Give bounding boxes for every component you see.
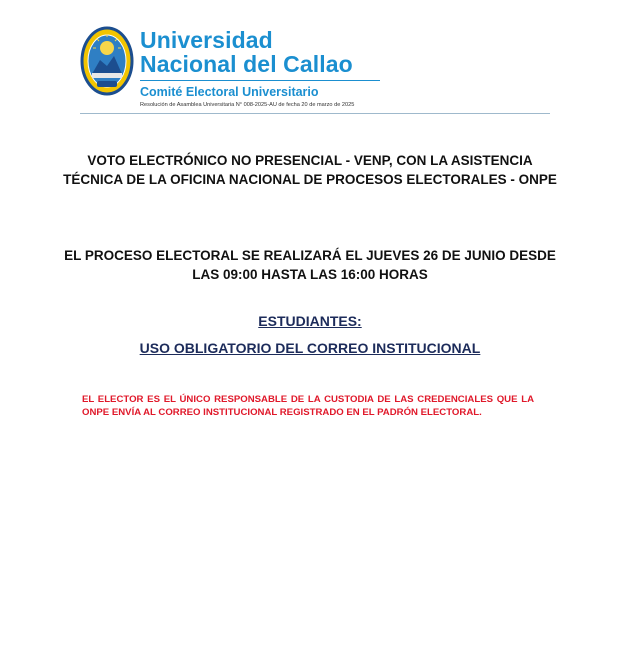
resolution-text: Resolución de Asamblea Universitaria N° 008-2025-AU de fecha 20 de marzo de 2025: [140, 102, 355, 108]
letterhead: [80, 26, 550, 116]
students-heading: ESTUDIANTES:: [258, 313, 362, 329]
university-name-line1: Universidad: [140, 27, 273, 53]
institutional-email-notice: USO OBLIGATORIO DEL CORREO INSTITUCIONAL: [139, 340, 481, 356]
voting-method-paragraph: VOTO ELECTRÓNICO NO PRESENCIAL - VENP, CON LA ASISTENCIA TÉCNICA DE LA OFICINA NACIONAL DE PROCESOS ELECTORALES - ONPE: [63, 153, 557, 187]
university-name-line2: Nacional del Callao: [140, 51, 353, 77]
schedule-paragraph: EL PROCESO ELECTORAL SE REALIZARÁ EL JUEVES 26 DE JUNIO DESDE LAS 09:00 HASTA LAS 16:00 HORAS: [64, 248, 556, 282]
brand-divider: [140, 80, 380, 81]
committee-name: Comité Electoral Universitario: [140, 85, 319, 99]
credentials-warning: EL ELECTOR ES EL ÚNICO RESPONSABLE DE LA CUSTODIA DE LAS CREDENCIALES QUE LA ONPE ENVÍA AL CORREO INSTITUCIONAL REGISTRADO EN EL PADRÓN ELECTORAL.: [82, 394, 534, 418]
brand-block: [140, 28, 380, 108]
header-divider: [80, 113, 550, 114]
university-seal-icon: [80, 26, 134, 96]
